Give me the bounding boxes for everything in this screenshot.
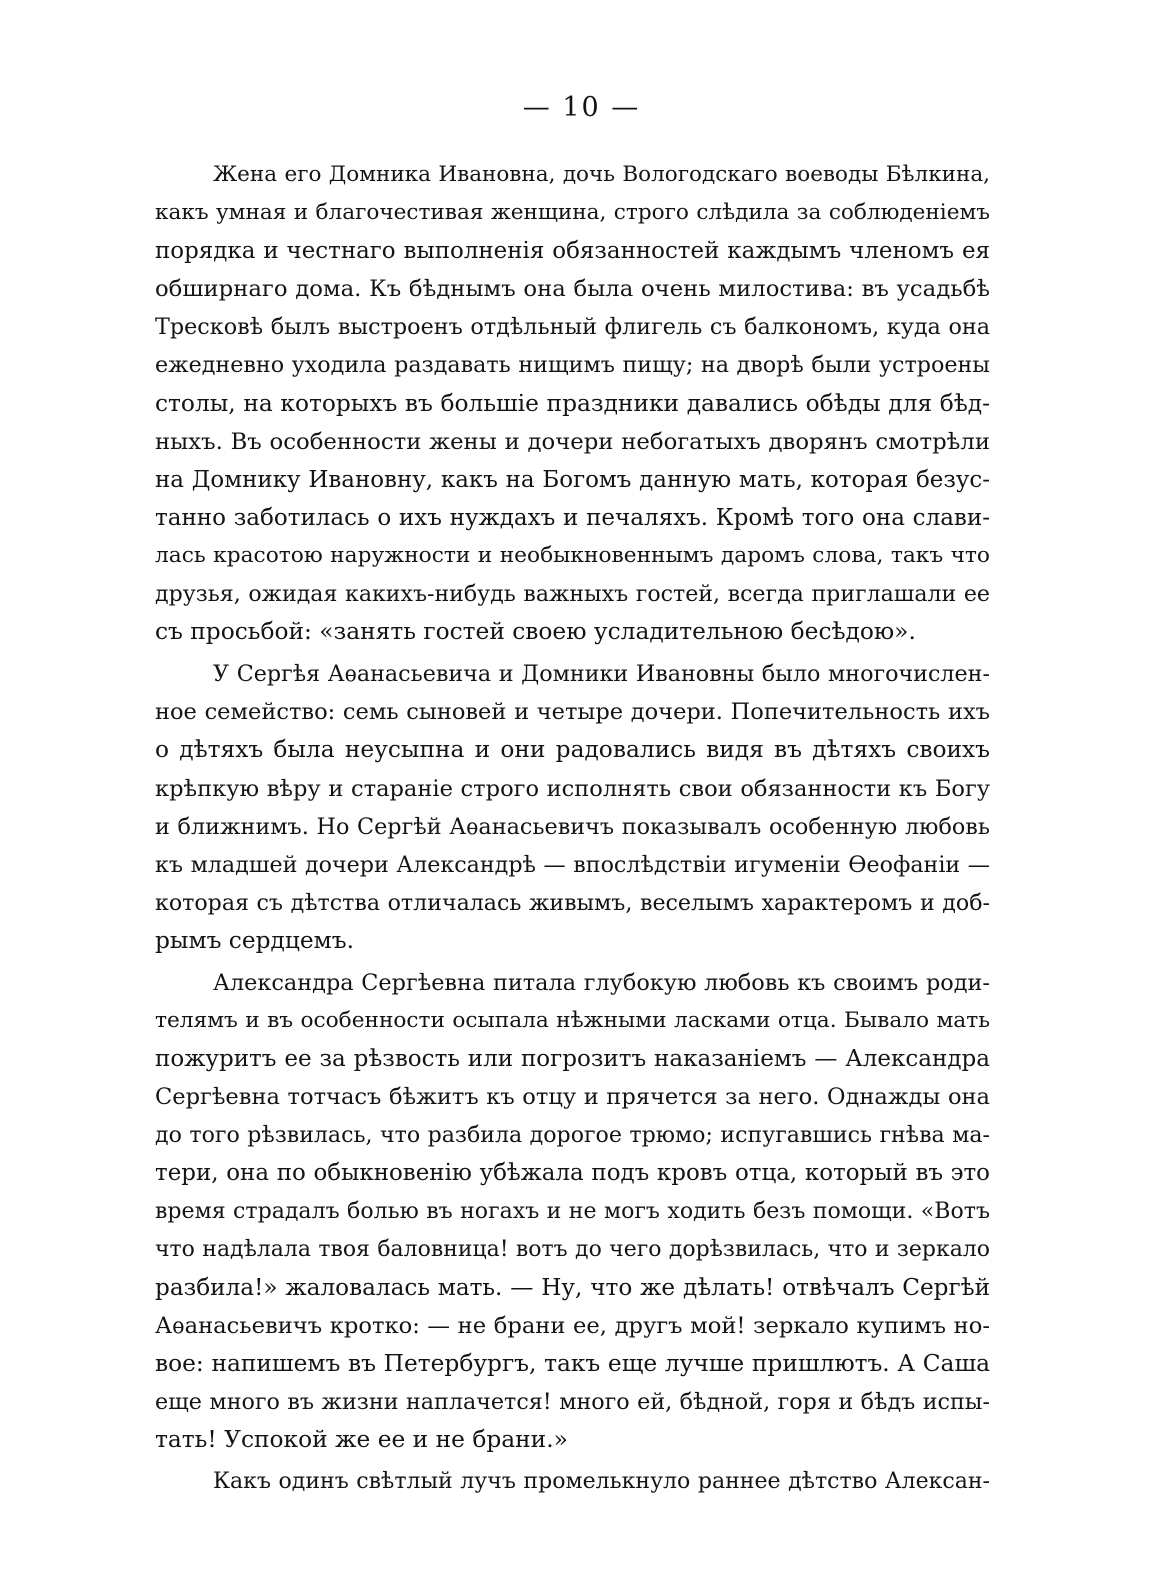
text-line: столы, на которыхъ въ большіе праздники давались обѣды для бѣд- [155, 389, 990, 417]
text-line: телямъ и въ особенности осыпала нѣжными ласками отца. Бывало мать [155, 1008, 990, 1034]
text-line: ныхъ. Въ особенности жены и дочери небогатыхъ дворянъ смотрѣли [155, 428, 990, 455]
text-line: Аѳанасьевичъ кротко: — не брани ее, другъ мой! зеркало купимъ но- [155, 1312, 990, 1339]
text-line: У Сергѣя Аѳанасьевича и Домники Ивановны было многочислен- [213, 661, 990, 688]
text-line: къ младшей дочери Александрѣ — впослѣдствіи игуменіи Ѳеофаніи — [155, 851, 990, 878]
text-line: что надѣлала твоя баловница! вотъ до чего дорѣзвилась, что и зеркало [155, 1236, 990, 1262]
paragraph [155, 1463, 990, 1501]
text-line: лась красотою наружности и необыкновеннымъ даромъ слова, такъ что [155, 542, 990, 568]
text-line: время страдалъ болью въ ногахъ и не могъ ходить безъ помощи. «Вотъ [155, 1198, 990, 1224]
text-line: друзья, ожидая какихъ-нибудь важныхъ гостей, всегда приглашали ее [155, 581, 990, 608]
paragraph [155, 156, 990, 651]
paragraph [155, 964, 990, 1459]
text-line: вое: напишемъ въ Петербургъ, такъ еще лучше пришлютъ. А Саша [155, 1349, 990, 1377]
text-line: Тресковѣ былъ выстроенъ отдѣльный флигель съ балкономъ, куда она [155, 314, 990, 341]
text-line: тери, она по обыкновенію убѣжала подъ кровъ отца, который въ это [155, 1160, 990, 1187]
paragraph [155, 655, 990, 960]
text-line: ное семейство: семь сыновей и четыре дочери. Попечительность ихъ [155, 699, 990, 726]
text-line: до того рѣзвилась, что разбила дорогое трюмо; испугавшись гнѣва ма- [155, 1122, 990, 1149]
text-line: Жена его Домника Ивановна, дочь Вологодскаго воеводы Бѣлкина, [213, 162, 990, 187]
text-line: которая съ дѣтства отличалась живымъ, веселымъ характеромъ и доб- [155, 889, 990, 916]
body-text [155, 156, 990, 1501]
text-line: крѣпкую вѣру и стараніе строго исполнять свои обязанности къ Богу [155, 775, 990, 802]
text-line: ежедневно уходила раздавать нищимъ пищу; на дворѣ были устроены [155, 352, 990, 379]
text-line: на Домнику Ивановну, какъ на Богомъ данную мать, которая безус- [155, 466, 990, 493]
text-line: какъ умная и благочестивая женщина, строго слѣдила за соблюденіемъ [155, 200, 990, 226]
text-line: тать! Успокой же ее и не брани.» [155, 1426, 568, 1454]
text-line: о дѣтяхъ была неусыпна и они радовались видя въ дѣтяхъ своихъ [155, 736, 990, 764]
text-line: Какъ одинъ свѣтлый лучъ промелькнуло раннее дѣтство Алексан- [213, 1469, 990, 1495]
page-number: — 10 — [522, 92, 641, 123]
text-line: еще много въ жизни наплачется! много ей, бѣдной, горя и бѣдъ испы- [155, 1389, 990, 1415]
text-line: пожуритъ ее за рѣзвость или погрозитъ наказаніемъ — Александра [155, 1046, 990, 1073]
text-line: съ просьбой: «занять гостей своею усладительною бесѣдою». [155, 618, 916, 646]
text-line: рымъ сердцемъ. [155, 926, 355, 954]
text-line: Сергѣевна тотчасъ бѣжитъ къ отцу и прячется за него. Однажды она [155, 1084, 990, 1111]
text-line: обширнаго дома. Къ бѣднымъ она была очень милостива: въ усадьбѣ [155, 276, 990, 303]
text-line: и ближнимъ. Но Сергѣй Аѳанасьевичъ показывалъ особенную любовь [155, 813, 990, 840]
text-line: танно заботилась о ихъ нуждахъ и печаляхъ. Кромѣ того она слави- [155, 504, 990, 531]
text-line: порядка и честнаго выполненія обязанностей каждымъ членомъ ея [155, 238, 990, 265]
text-line: разбила!» жаловалась мать. — Ну, что же дѣлать! отвѣчалъ Сергѣй [155, 1274, 990, 1301]
text-line: Александра Сергѣевна питала глубокую любовь къ своимъ роди- [213, 969, 990, 996]
